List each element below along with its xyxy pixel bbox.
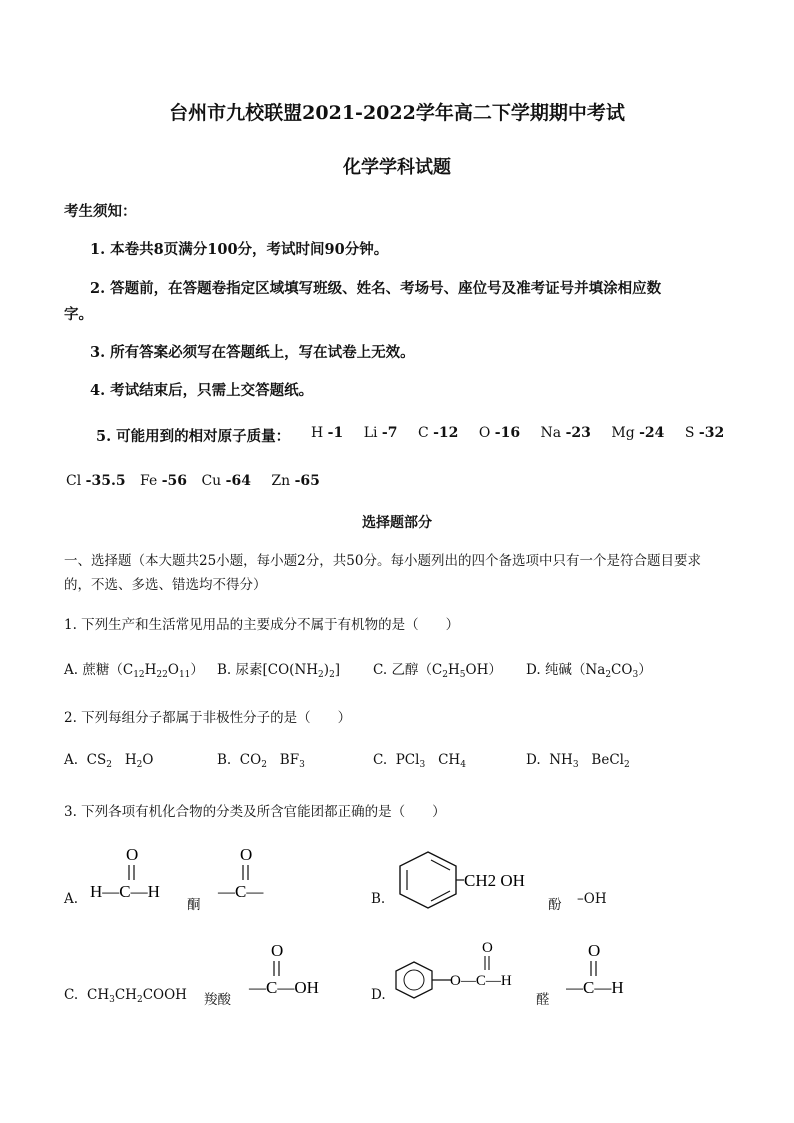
- svg-text:O: O: [482, 940, 493, 956]
- svg-text:—C—H: —C—H: [566, 978, 624, 997]
- carboxyl-group-structure: [246, 936, 346, 1006]
- mass-cl: Cl -35.5: [66, 473, 126, 489]
- mass-label: 5. 可能用到的相对原子质量：: [96, 428, 291, 445]
- svg-text:—C—: —C—: [218, 882, 264, 901]
- svg-text:O—C—H: O—C—H: [450, 973, 512, 989]
- mass-cu: Cu -64: [201, 473, 251, 489]
- question-3-stem: 3. 下列各项有机化合物的分类及所含官能团都正确的是（ ）: [64, 804, 446, 820]
- mass-line-1: [311, 425, 724, 441]
- mass-o: O -16: [478, 425, 521, 441]
- q3-option-b-class: 酚: [548, 897, 562, 913]
- notice-item-3: 3. 所有答案必须写在答题纸上，写在试卷上无效。: [90, 344, 415, 361]
- q3-option-b-label[interactable]: B.: [371, 891, 386, 907]
- struct-oxygen: O: [126, 845, 139, 864]
- notice-item-4: 4. 考试结束后，只需上交答题纸。: [90, 382, 314, 399]
- q3-option-c-class: 羧酸: [204, 992, 231, 1008]
- q1-option-c[interactable]: C. 乙醇$(C_2H_5OH)$: [373, 662, 502, 680]
- mass-mg: Mg -24: [611, 425, 665, 441]
- svg-text:O: O: [588, 941, 601, 960]
- formaldehyde-structure: [86, 840, 186, 910]
- mass-na: Na -23: [540, 425, 591, 441]
- svg-text:O: O: [271, 941, 284, 960]
- question-2-stem: 2. 下列每组分子都属于非极性分子的是（ ）: [64, 710, 352, 726]
- notice-item-2: 2. 答题前，在答题卷指定区域填写班级、姓名、考场号、座位号及准考证号并填涂相应数: [90, 280, 662, 297]
- benzene-ring-icon: [400, 852, 456, 908]
- notice-item-2-cont: 字。: [64, 306, 93, 323]
- q3-option-d-label[interactable]: D.: [371, 987, 386, 1003]
- mass-h: H -1: [311, 425, 344, 441]
- q3-option-c-label[interactable]: C.: [64, 987, 79, 1003]
- mass-li: Li -7: [363, 425, 398, 441]
- section-intro-2: 的，不选、多选、错选均不得分）: [64, 577, 267, 593]
- q2-option-d[interactable]: D. $NH_3$ BeCl$_2$: [526, 752, 630, 770]
- q1-option-a[interactable]: A. 蔗糖$(C_{12}H_{22}O_{11})$: [64, 662, 204, 680]
- svg-text:CH2 OH: CH2 OH: [464, 871, 525, 890]
- notice-item-1: 1. 本卷共8页满分100分，考试时间90分钟。: [90, 241, 389, 258]
- exam-title: 台州市九校联盟2021-2022学年高二下学期期中考试: [169, 102, 625, 124]
- question-1-stem: 1. 下列生产和生活常见用品的主要成分不属于有机物的是（ ）: [64, 617, 460, 633]
- struct-formyl: H—C—H: [90, 882, 160, 901]
- mass-fe: Fe -56: [140, 473, 188, 489]
- q1-option-b[interactable]: B. 尿素$[CO(NH_2)_2]$: [217, 662, 341, 680]
- q3-option-a-class: 酮: [187, 897, 201, 913]
- mass-line-2: [66, 473, 320, 489]
- mass-zn: Zn -65: [271, 473, 320, 489]
- q2-option-b[interactable]: B. $CO_2$ $BF_3$: [217, 752, 305, 770]
- exam-subtitle: 化学学科试题: [343, 157, 451, 178]
- notice-heading: 考生须知：: [64, 203, 137, 220]
- q2-option-c[interactable]: C. PCl$_3$ $CH_4$: [373, 752, 466, 770]
- benzene-ring-icon: [396, 962, 432, 998]
- mass-s: S -32: [684, 425, 725, 441]
- svg-text:—C—OH: —C—OH: [249, 978, 319, 997]
- phenyl-formate-structure: [392, 934, 542, 1014]
- q1-option-d[interactable]: D. 纯碱$(Na_2CO_3)$: [526, 662, 652, 680]
- section-intro-1: 一、选择题（本大题共25小题，每小题2分，共50分。每小题列出的四个备选项中只有一个是符合题目要求: [64, 553, 701, 569]
- q3-option-b-group: –OH: [577, 891, 607, 907]
- benzyl-alcohol-structure: [392, 848, 542, 918]
- q3-option-d-class: 醛: [536, 992, 550, 1008]
- aldehyde-group-structure: [566, 936, 656, 1006]
- mass-c: C -12: [417, 425, 459, 441]
- section-title: 选择题部分: [362, 515, 432, 531]
- q3-option-c-compound: $CH_3CH_2COOH$: [87, 987, 187, 1005]
- q2-option-a[interactable]: A. $CS_2$ $H_2O$: [64, 752, 154, 770]
- ketone-group-structure: [212, 840, 282, 910]
- svg-text:O: O: [240, 845, 253, 864]
- q3-option-a-label[interactable]: A.: [64, 891, 79, 907]
